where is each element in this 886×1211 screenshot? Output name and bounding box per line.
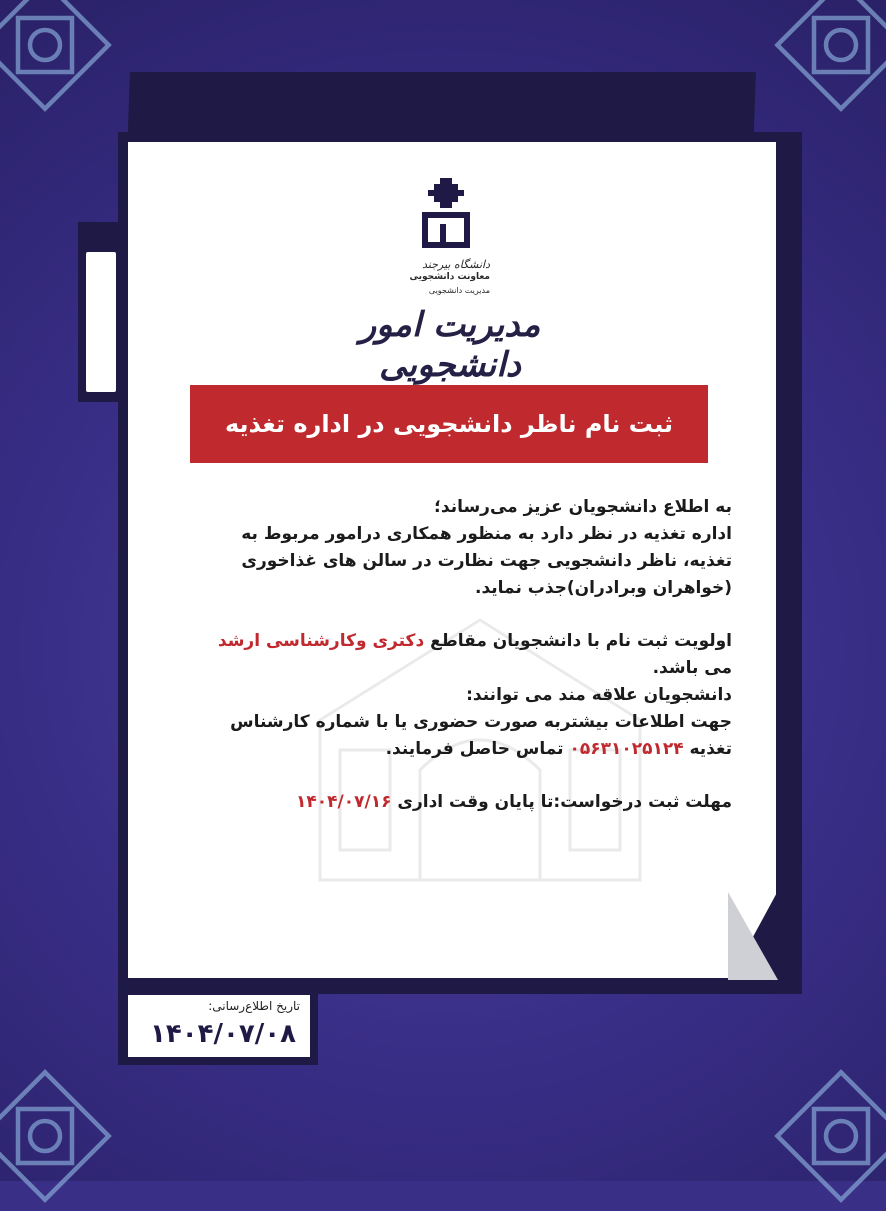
phone-prefix: تغذیه [683, 739, 732, 759]
deadline-line [170, 789, 732, 816]
corner-ornament-icon [766, 0, 886, 120]
logo-caption-university: دانشگاه بیرجند [422, 258, 490, 271]
body-line: (خواهران وبرادران)جذب نماید. [475, 578, 732, 598]
announcement-date-value: ۱۴۰۴/۰۷/۰۸ [150, 1019, 296, 1049]
folder-back-corner [700, 72, 754, 132]
logo-caption-deputy: معاونت دانشجویی [409, 272, 490, 282]
priority-line [170, 628, 732, 655]
body-line: تغذیه، ناظر دانشجویی جهت نظارت در سالن های غذاخوری [241, 551, 732, 571]
deadline-date: ۱۴۰۴/۰۷/۱۶ [296, 792, 392, 812]
announcement-banner: ثبت نام ناظر دانشجویی در اداره تغذیه [190, 385, 708, 463]
department-title: مدیریت امور دانشجویی [359, 305, 541, 385]
phone-suffix: تماس حاصل فرمایند. [385, 739, 570, 759]
phone-line [170, 736, 732, 763]
university-logo-icon [418, 178, 474, 252]
deadline-prefix: مهلت ثبت درخواست:تا پایان وقت اداری [391, 792, 732, 812]
announcement-date-box [128, 995, 310, 1057]
announcement-date-label: تاریخ اطلاع‌رسانی: [208, 999, 300, 1013]
logo-caption-management: مدیریت دانشجویی [428, 286, 490, 295]
priority-highlight: دکتری وکارشناسی ارشد [217, 631, 425, 651]
body-line: جهت اطلاعات بیشتربه صورت حضوری یا با شماره کارشناس [230, 712, 732, 732]
phone-number: ۰۵۶۳۱۰۲۵۱۲۴ [569, 739, 684, 759]
priority-prefix: اولویت ثبت نام با دانشجویان مقاطع [424, 631, 732, 651]
folder-side-tab-paper [86, 252, 116, 392]
body-line: به اطلاع دانشجویان عزیز می‌رساند؛ [434, 497, 732, 517]
corner-ornament-icon [0, 1061, 120, 1211]
corner-ornament-icon [0, 0, 120, 120]
logo-caption [370, 258, 490, 297]
corner-ornament-icon [766, 1061, 886, 1211]
announcement-body [170, 494, 732, 816]
body-line: اداره تغذیه در نظر دارد به منظور همکاری درامور مربوط به [241, 524, 732, 544]
body-line: می باشد. [652, 658, 732, 678]
body-line: دانشجویان علاقه مند می توانند: [466, 685, 732, 705]
